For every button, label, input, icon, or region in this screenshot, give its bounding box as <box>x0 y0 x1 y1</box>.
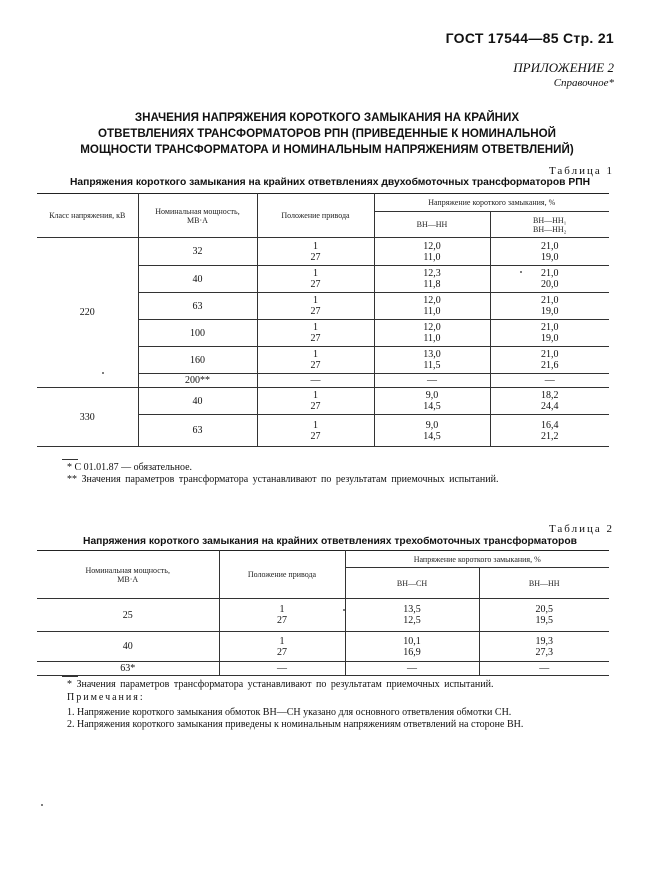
scan-speck <box>343 609 345 611</box>
value: 19,0 <box>541 251 559 263</box>
t1-vn-nn12 <box>490 266 609 293</box>
t1-vn-nn <box>374 320 490 347</box>
t2-vn-nn <box>479 632 609 662</box>
t1-vn-nn12: — <box>490 374 609 388</box>
value: 12,0 <box>423 322 441 333</box>
pos-value: 27 <box>310 401 321 412</box>
title-line-1: ЗНАЧЕНИЯ НАПРЯЖЕНИЯ КОРОТКОГО ЗАМЫКАНИЯ НА КРАЙНИХ <box>134 111 520 124</box>
value: 14,5 <box>423 430 441 442</box>
value: 16,4 <box>541 419 559 431</box>
value: 21,2 <box>541 430 559 442</box>
scan-speck <box>520 271 522 273</box>
pos-value: 1 <box>313 390 318 401</box>
t1-power: 40 <box>138 266 257 293</box>
footnote-separator <box>62 459 78 460</box>
t2-header-drive-position: Положение привода <box>219 551 345 599</box>
t2-power: 40 <box>37 632 219 662</box>
value: 21,0 <box>541 268 559 279</box>
t1-vn-nn <box>374 293 490 320</box>
value: 14,5 <box>423 401 441 412</box>
value: 9,0 <box>425 390 439 401</box>
t2-vn-nn <box>479 599 609 632</box>
t1-power: 63 <box>138 415 257 447</box>
scan-speck <box>41 804 43 806</box>
table-row <box>37 662 609 676</box>
t1-header-power <box>138 194 257 238</box>
t1-header-power-line2: МВ·А <box>187 215 208 225</box>
t1-header-vn-nn12 <box>490 212 609 238</box>
table-row <box>37 388 609 415</box>
value: 13,0 <box>423 349 441 360</box>
table-row <box>37 632 609 662</box>
pos-value: 1 <box>279 604 285 615</box>
value: 20,5 <box>535 604 553 615</box>
t2-power: 63* <box>37 662 219 676</box>
t2-position <box>219 632 345 662</box>
value: 21,6 <box>541 360 559 371</box>
t1-position <box>257 293 374 320</box>
table-row <box>37 599 609 632</box>
notes-title: Примечания: <box>67 692 145 703</box>
t2-header-vn-nn: ВН—НН <box>479 568 609 599</box>
pos-value: 27 <box>277 615 287 626</box>
t1-vn-nn <box>374 347 490 374</box>
t1-position <box>257 415 374 447</box>
t1-power: 32 <box>138 238 257 266</box>
title-line-3: МОЩНОСТИ ТРАНСФОРМАТОРА И НОМИНАЛЬНЫМ НАПРЯЖЕНИЯМ ОТВЕТВЛЕНИЙ) <box>80 143 574 156</box>
t1-vn-nn <box>374 266 490 293</box>
scan-speck <box>102 372 104 374</box>
t1-power: 40 <box>138 388 257 415</box>
value: 19,5 <box>535 615 553 626</box>
value: 16,9 <box>403 646 421 658</box>
value: 9,0 <box>425 419 439 431</box>
t1-position <box>257 388 374 415</box>
value: 18,2 <box>541 390 559 401</box>
value: 11,0 <box>423 251 441 263</box>
t1-position: — <box>257 374 374 388</box>
t1-header-voltage-class: Класс напряжения, кВ <box>37 194 138 238</box>
value: 21,0 <box>541 240 559 252</box>
t1-vn-nn <box>374 415 490 447</box>
t1-vn-nn12 <box>490 388 609 415</box>
t1-footnote-2: ** Значения параметров трансформатора устанавливают по результатам приемочных испытаний. <box>67 474 499 485</box>
value: 19,0 <box>541 306 559 317</box>
table2 <box>37 550 609 676</box>
t2-header-power-line2: МВ·А <box>117 574 139 584</box>
t1-header-vn-nn1: ВН—НН₁ <box>533 215 567 225</box>
t1-power: 100 <box>138 320 257 347</box>
t1-header-vn-nn2: ВН—НН₂ <box>533 224 567 234</box>
page-header-gost: ГОСТ 17544—85 Стр. 21 <box>445 30 614 46</box>
value: 21,0 <box>541 349 559 360</box>
t2-header-vn-sn: ВН—СН <box>345 568 479 599</box>
value: 24,4 <box>541 401 559 412</box>
value: 19,3 <box>535 635 553 647</box>
pos-value: 27 <box>310 360 321 371</box>
value: 12,3 <box>423 268 441 279</box>
t2-footnote: * Значения параметров трансформатора устанавливают по результатам приемочных испытаний. <box>67 679 494 690</box>
t1-voltage-class-220: 220 <box>37 238 138 388</box>
value: 11,0 <box>423 333 441 344</box>
pos-value: 27 <box>310 333 321 344</box>
t1-header-power-line1: Номинальная мощность, <box>155 206 240 216</box>
t1-power: 63 <box>138 293 257 320</box>
t1-position <box>257 238 374 266</box>
value: 27,3 <box>535 646 553 658</box>
footnote-separator <box>62 676 78 677</box>
table2-label: Таблица 2 <box>548 523 614 535</box>
t1-header-sc-voltage: Напряжение короткого замыкания, % <box>374 194 609 212</box>
t1-power: 200** <box>138 374 257 388</box>
table1-label: Таблица 1 <box>548 165 614 177</box>
t1-vn-nn12 <box>490 293 609 320</box>
pos-value: 1 <box>313 419 318 431</box>
t1-footnote-1: * С 01.01.87 — обязательное. <box>67 462 193 473</box>
t2-power: 25 <box>37 599 219 632</box>
t1-vn-nn12 <box>490 347 609 374</box>
value: 10,1 <box>403 635 421 647</box>
value: 20,0 <box>541 279 559 290</box>
table1-caption: Напряжения короткого замыкания на крайних ответвлениях двухобмоточных трансформаторов РПН <box>69 177 591 188</box>
pos-value: 27 <box>310 279 321 290</box>
t2-header-sc-voltage: Напряжение короткого замыкания, % <box>345 551 609 568</box>
t1-vn-nn12 <box>490 238 609 266</box>
t1-position <box>257 320 374 347</box>
pos-value: 1 <box>313 268 318 279</box>
value: 11,5 <box>423 360 441 371</box>
pos-value: 1 <box>313 349 318 360</box>
table2-caption: Напряжения короткого замыкания на крайних ответвлениях трехобмоточных трансформаторов <box>83 536 577 547</box>
t2-vn-sn <box>345 632 479 662</box>
t2-position <box>219 599 345 632</box>
pos-value: 1 <box>313 322 318 333</box>
pos-value: 1 <box>279 635 285 647</box>
t2-vn-sn <box>345 599 479 632</box>
value: 11,0 <box>423 306 441 317</box>
t1-power: 160 <box>138 347 257 374</box>
t1-vn-nn: — <box>374 374 490 388</box>
t1-position <box>257 347 374 374</box>
pos-value: 27 <box>310 430 321 442</box>
value: 11,8 <box>423 279 441 290</box>
appendix-label: ПРИЛОЖЕНИЕ 2 <box>513 60 614 75</box>
t1-header-vn-nn: ВН—НН <box>374 212 490 238</box>
t2-position: — <box>219 662 345 676</box>
pos-value: 1 <box>313 295 318 306</box>
t1-header-drive-position: Положение привода <box>257 194 374 238</box>
note-1: 1. Напряжение короткого замыкания обмоток ВН—СН указано для основного ответвления обмотки СН. <box>67 707 512 718</box>
pos-value: 1 <box>313 240 318 252</box>
value: 19,0 <box>541 333 559 344</box>
pos-value: 27 <box>310 306 321 317</box>
table1 <box>37 193 609 447</box>
value: 21,0 <box>541 322 559 333</box>
t1-voltage-class-330: 330 <box>37 388 138 447</box>
value: 12,0 <box>423 240 441 252</box>
pos-value: 27 <box>310 251 321 263</box>
t2-header-power-line1: Номинальная мощность, <box>85 565 170 575</box>
t2-header-power <box>37 551 219 599</box>
value: 13,5 <box>403 604 421 615</box>
t1-vn-nn <box>374 388 490 415</box>
appendix-type: Справочное* <box>553 77 614 89</box>
value: 12,0 <box>423 295 441 306</box>
note-2: 2. Напряжения короткого замыкания приведены к номинальным напряжениям ответвлений на стороне ВН. <box>67 719 524 730</box>
value: 21,0 <box>541 295 559 306</box>
value: 12,5 <box>403 615 421 626</box>
table-row <box>37 238 609 266</box>
t2-vn-sn: — <box>345 662 479 676</box>
title-line-2: ОТВЕТВЛЕНИЯХ ТРАНСФОРМАТОРОВ РПН (ПРИВЕДЕННЫЕ К НОМИНАЛЬНОЙ <box>98 127 556 140</box>
document-title <box>60 110 594 158</box>
t1-vn-nn <box>374 238 490 266</box>
t1-vn-nn12 <box>490 320 609 347</box>
pos-value: 27 <box>277 646 287 658</box>
t2-vn-nn: — <box>539 663 550 674</box>
t1-position <box>257 266 374 293</box>
t1-vn-nn12 <box>490 415 609 447</box>
